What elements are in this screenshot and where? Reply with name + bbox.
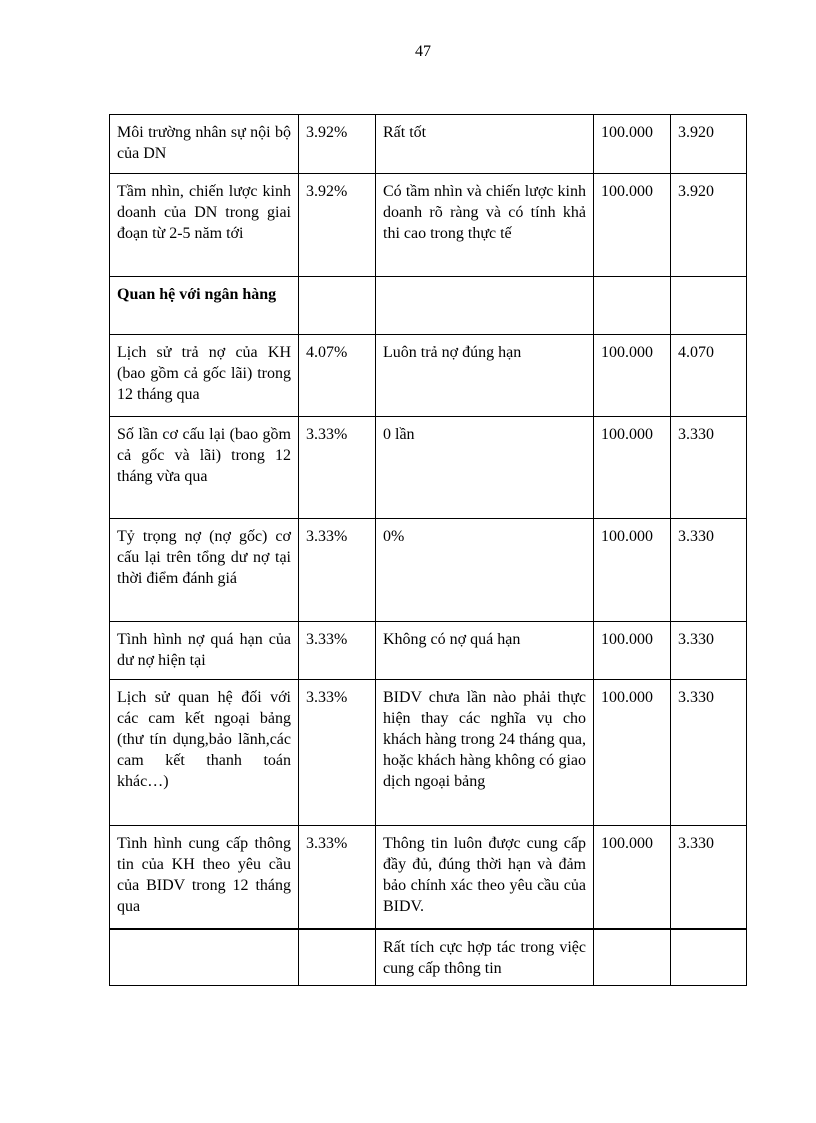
criteria-cell: Tình hình nợ quá hạn của dư nợ hiện tại [110, 622, 299, 680]
answer-cell: 0% [376, 519, 594, 622]
answer-cell: Rất tốt [376, 115, 594, 174]
score-cell: 100.000 [594, 115, 671, 174]
criteria-cell: Số lần cơ cấu lại (bao gồm cả gốc và lãi) trong 12 tháng vừa qua [110, 417, 299, 519]
weighted-score-cell: 3.330 [671, 622, 747, 680]
weighted-score-cell: 3.330 [671, 680, 747, 826]
answer-cell: Không có nợ quá hạn [376, 622, 594, 680]
weight-cell: 3.33% [299, 680, 376, 826]
criteria-cell: Lịch sử trả nợ của KH (bao gồm cả gốc lãi) trong 12 tháng qua [110, 335, 299, 417]
table-row [110, 115, 747, 174]
criteria-cell: Tình hình cung cấp thông tin của KH theo yêu cầu của BIDV trong 12 tháng qua [110, 826, 299, 929]
answer-cell: Có tầm nhìn và chiến lược kinh doanh rõ ràng và có tính khả thi cao trong thực tế [376, 174, 594, 277]
weight-cell: 3.92% [299, 115, 376, 174]
criteria-cell: Môi trường nhân sự nội bộ của DN [110, 115, 299, 174]
answer-cell: Thông tin luôn được cung cấp đầy đủ, đúng thời hạn và đảm bảo chính xác theo yêu cầu của BIDV. [376, 826, 594, 929]
weighted-score-cell: 3.920 [671, 174, 747, 277]
weight-cell: 3.33% [299, 622, 376, 680]
score-cell [594, 929, 671, 986]
table-row [110, 826, 747, 929]
table-row [110, 680, 747, 826]
score-cell: 100.000 [594, 335, 671, 417]
weight-cell [299, 277, 376, 335]
weighted-score-cell: 3.330 [671, 826, 747, 929]
weighted-score-cell [671, 929, 747, 986]
criteria-cell [110, 929, 299, 986]
weight-cell [299, 929, 376, 986]
criteria-cell: Lịch sử quan hệ đối với các cam kết ngoại bảng (thư tín dụng,bảo lãnh,các cam kết thanh toán khác…) [110, 680, 299, 826]
weighted-score-cell: 3.330 [671, 519, 747, 622]
table-row [110, 622, 747, 680]
answer-cell: BIDV chưa lần nào phải thực hiện thay các nghĩa vụ cho khách hàng trong 24 tháng qua, hoặc khách hàng không có giao dịch ngoại bảng [376, 680, 594, 826]
weight-cell: 3.92% [299, 174, 376, 277]
table-row [110, 335, 747, 417]
answer-cell: Luôn trả nợ đúng hạn [376, 335, 594, 417]
table-row [110, 929, 747, 986]
criteria-cell: Tỷ trọng nợ (nợ gốc) cơ cấu lại trên tổng dư nợ tại thời điểm đánh giá [110, 519, 299, 622]
score-cell: 100.000 [594, 417, 671, 519]
section-title: Quan hệ với ngân hàng [110, 277, 299, 335]
table-row [110, 174, 747, 277]
score-cell: 100.000 [594, 680, 671, 826]
criteria-cell: Tầm nhìn, chiến lược kinh doanh của DN trong giai đoạn từ 2-5 năm tới [110, 174, 299, 277]
answer-cell: Rất tích cực hợp tác trong việc cung cấp thông tin [376, 929, 594, 986]
page-number: 47 [415, 43, 431, 60]
weighted-score-cell: 3.330 [671, 417, 747, 519]
scoring-table [109, 114, 747, 986]
weight-cell: 3.33% [299, 417, 376, 519]
table-row [110, 519, 747, 622]
weighted-score-cell: 3.920 [671, 115, 747, 174]
answer-cell: 0 lần [376, 417, 594, 519]
weighted-score-cell [671, 277, 747, 335]
answer-cell [376, 277, 594, 335]
weight-cell: 3.33% [299, 519, 376, 622]
score-cell: 100.000 [594, 174, 671, 277]
score-cell: 100.000 [594, 622, 671, 680]
weight-cell: 3.33% [299, 826, 376, 929]
weighted-score-cell: 4.070 [671, 335, 747, 417]
score-cell: 100.000 [594, 519, 671, 622]
table-row [110, 417, 747, 519]
score-cell [594, 277, 671, 335]
score-cell: 100.000 [594, 826, 671, 929]
section-header-row [110, 277, 747, 335]
weight-cell: 4.07% [299, 335, 376, 417]
